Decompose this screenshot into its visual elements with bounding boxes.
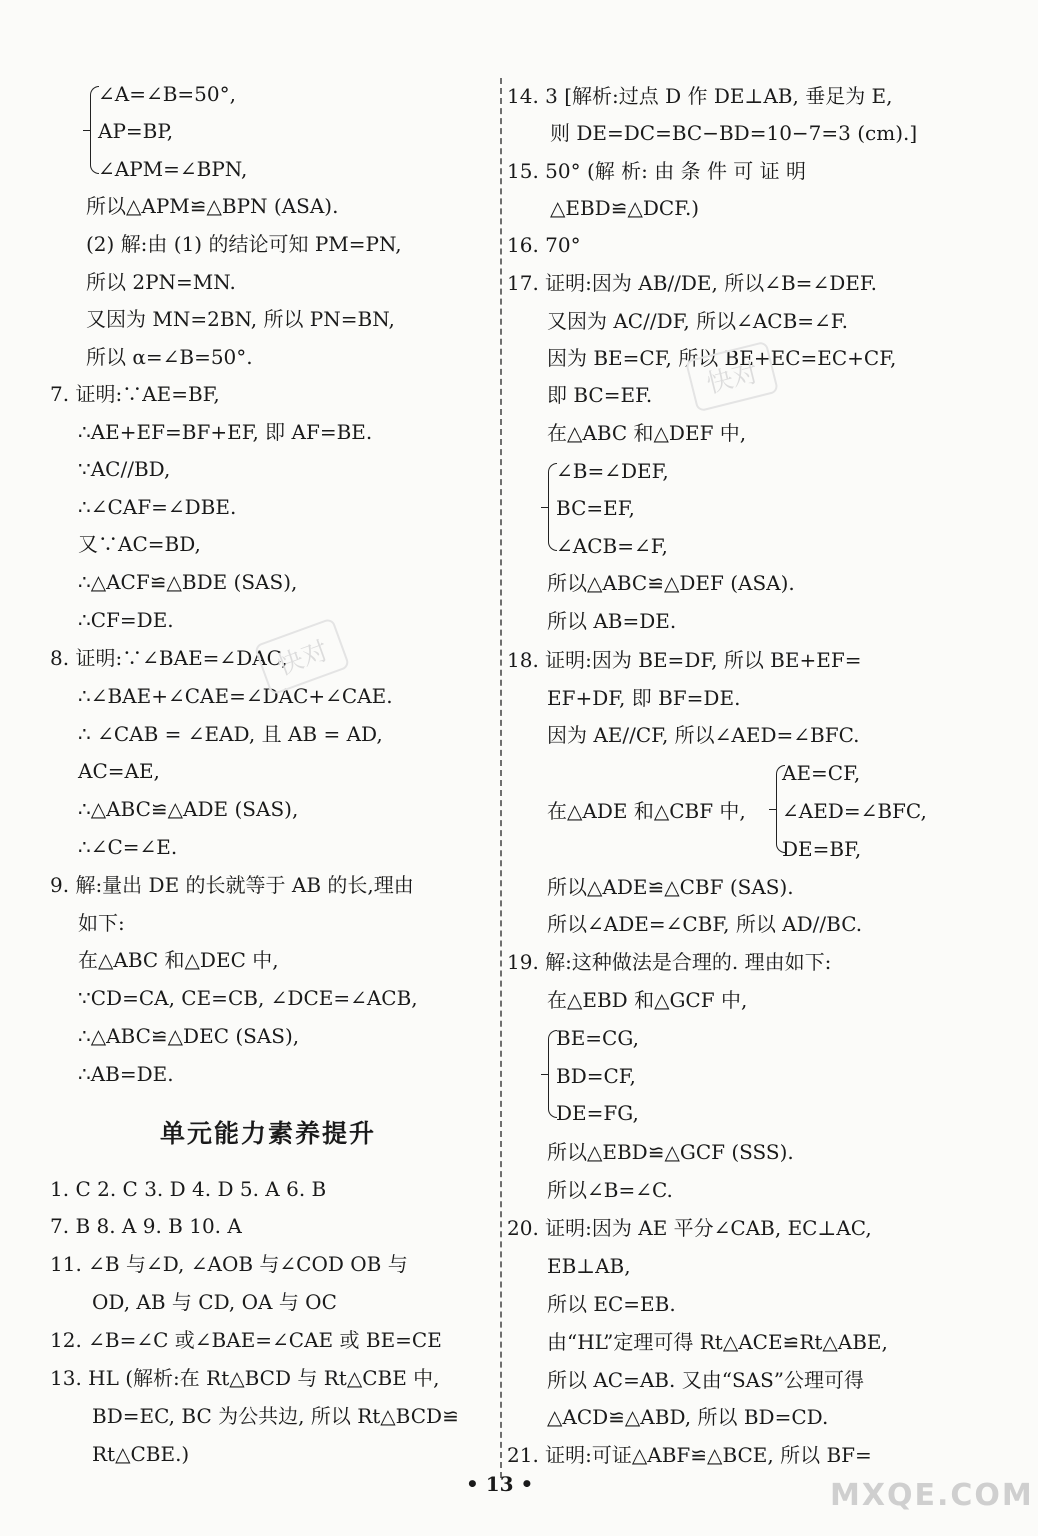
text-line: 在△ABC 和△DEF 中, [547, 421, 747, 445]
text-line: 12. ∠B=∠C 或∠BAE=∠CAE 或 BE=CE [50, 1328, 442, 1352]
text-line: 1. C 2. C 3. D 4. D 5. A 6. B [50, 1177, 327, 1201]
text-line: 如下: [78, 911, 125, 935]
text-line: 14. 3 [解析:过点 D 作 DE⊥AB, 垂足为 E, [507, 84, 893, 108]
text-line: ∴AE+EF=BF+EF, 即 AF=BE. [78, 420, 373, 444]
text-line: 在△ADE 和△CBF 中, [547, 799, 746, 823]
text-line: ∴∠BAE+∠CAE=∠DAC+∠CAE. [78, 684, 393, 708]
text-line: 因为 BE=CF, 所以 BE+EC=EC+CF, [547, 346, 897, 370]
system-brace [548, 463, 557, 551]
text-line: ∠APM=∠BPN, [98, 157, 248, 181]
watermark-stamp: 快对 [253, 617, 350, 696]
text-line: 即 BC=EF. [547, 383, 653, 407]
watermark-stamp: 快对 [685, 341, 779, 413]
text-line: 所以 EC=EB. [547, 1292, 676, 1316]
text-line: 又因为 MN=2BN, 所以 PN=BN, [86, 307, 395, 331]
text-line: 又因为 AC//DF, 所以∠ACB=∠F. [547, 309, 848, 333]
section-heading: 单元能力素养提升 [160, 1119, 377, 1148]
text-line: 20. 证明:因为 AE 平分∠CAB, EC⊥AC, [507, 1216, 872, 1240]
page-number: • 13 • [466, 1472, 534, 1496]
text-line: △EBD≌△DCF.) [550, 196, 700, 220]
text-line: 11. ∠B 与∠D, ∠AOB 与∠COD OB 与 [50, 1252, 408, 1276]
text-line: BE=CG, [556, 1026, 639, 1050]
text-line: 所以 2PN=MN. [86, 270, 236, 294]
text-line: ∴△ABC≌△ADE (SAS), [78, 797, 299, 821]
text-line: 所以 α=∠B=50°. [86, 345, 253, 369]
text-line: 因为 AE//CF, 所以∠AED=∠BFC. [547, 723, 860, 747]
text-line: 15. 50° (解 析: 由 条 件 可 证 明 [507, 159, 807, 183]
system-brace [90, 86, 99, 174]
text-line: ∵AC//BD, [78, 457, 171, 481]
text-line: 又∵AC=BD, [78, 532, 201, 556]
text-line: ∴ ∠CAB = ∠EAD, 且 AB = AD, [78, 722, 383, 746]
text-line: ∠A=∠B=50°, [98, 82, 236, 106]
text-line: 所以△ABC≌△DEF (ASA). [547, 571, 795, 595]
column-divider [500, 78, 502, 1478]
text-line: 所以△ADE≌△CBF (SAS). [547, 875, 794, 899]
text-line: 在△EBD 和△GCF 中, [547, 988, 748, 1012]
text-line: 7. 证明:∵AE=BF, [50, 382, 220, 406]
text-line: ∠AED=∠BFC, [782, 799, 927, 823]
text-line: 在△ABC 和△DEC 中, [78, 948, 279, 972]
text-line: 所以 AC=AB. 又由“SAS”公理可得 [547, 1368, 865, 1392]
text-line: 18. 证明:因为 BE=DF, 所以 BE+EF= [507, 648, 862, 672]
text-line: BC=EF, [556, 496, 635, 520]
text-line: 则 DE=DC=BC−BD=10−7=3 (cm).] [550, 121, 918, 145]
text-line: EF+DF, 即 BF=DE. [547, 686, 741, 710]
text-line: ∠ACB=∠F, [556, 534, 668, 558]
text-line: 由“HL”定理可得 Rt△ACE≌Rt△ABE, [547, 1330, 888, 1354]
text-line: 13. HL (解析:在 Rt△BCD 与 Rt△CBE 中, [50, 1366, 440, 1390]
system-brace [776, 765, 785, 853]
text-line: ∴AB=DE. [78, 1062, 174, 1086]
text-line: 21. 证明:可证△ABF≌△BCE, 所以 BF= [507, 1443, 872, 1467]
text-line: ∴CF=DE. [78, 608, 174, 632]
text-line: 所以△APM≌△BPN (ASA). [86, 194, 339, 218]
text-line: ∴△ABC≌△DEC (SAS), [78, 1024, 300, 1048]
text-line: 17. 证明:因为 AB//DE, 所以∠B=∠DEF. [507, 271, 877, 295]
text-line: △ACD≌△ABD, 所以 BD=CD. [547, 1405, 829, 1429]
text-line: 16. 70° [507, 233, 581, 257]
text-line: ∠B=∠DEF, [556, 459, 669, 483]
text-line: 19. 解:这种做法是合理的. 理由如下: [507, 950, 832, 974]
text-line: AC=AE, [78, 759, 160, 783]
text-line: ∴△ACF≌△BDE (SAS), [78, 570, 298, 594]
corner-watermark: MXQE.COM [830, 1478, 1034, 1513]
text-line: OD, AB 与 CD, OA 与 OC [92, 1290, 337, 1314]
text-line: ∵CD=CA, CE=CB, ∠DCE=∠ACB, [78, 986, 418, 1010]
text-line: BD=CF, [556, 1064, 636, 1088]
text-line: DE=BF, [782, 837, 862, 861]
text-line: ∴∠CAF=∠DBE. [78, 495, 237, 519]
text-line: 8. 证明:∵∠BAE=∠DAC, [50, 646, 288, 670]
text-line: EB⊥AB, [547, 1254, 631, 1278]
text-line: AP=BP, [98, 119, 174, 143]
text-line: 所以△EBD≌△GCF (SSS). [547, 1140, 794, 1164]
text-line: ∴∠C=∠E. [78, 835, 178, 859]
text-line: Rt△CBE.) [92, 1442, 190, 1466]
text-line: 所以∠ADE=∠CBF, 所以 AD//BC. [547, 912, 863, 936]
text-line: 7. B 8. A 9. B 10. A [50, 1214, 242, 1238]
system-brace [548, 1030, 557, 1118]
text-line: BD=EC, BC 为公共边, 所以 Rt△BCD≌ [92, 1404, 459, 1428]
text-line: 所以 AB=DE. [547, 609, 677, 633]
text-line: DE=FG, [556, 1101, 639, 1125]
text-line: (2) 解:由 (1) 的结论可知 PM=PN, [86, 232, 402, 256]
text-line: AE=CF, [782, 761, 861, 785]
text-line: 9. 解:量出 DE 的长就等于 AB 的长,理由 [50, 873, 414, 897]
text-line: 所以∠B=∠C. [547, 1178, 673, 1202]
